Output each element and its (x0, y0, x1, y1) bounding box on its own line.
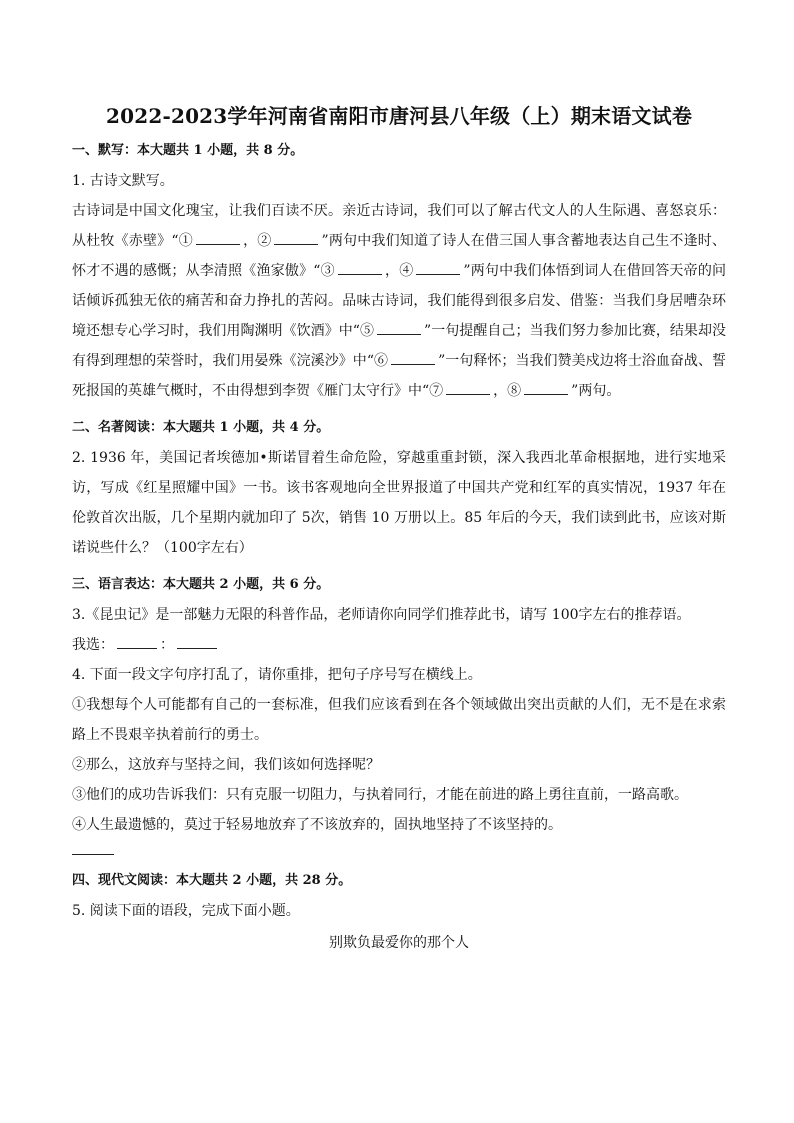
answer-blank-6[interactable] (391, 350, 435, 365)
choice-colon: ： (160, 637, 174, 653)
q1-text-5: ”两句中我们体悟到词人在借回答天帝的问话倾诉孤独无依的痛苦和奋力挣扎的苦闷。品味古诗词，我们能得到很多启发、借鉴：当我们身居嘈杂环境还想专心学习时，我们用陶渊明《饮酒》中“⑤ (72, 263, 727, 339)
q1-text-3: ”两句中我们知道了诗人在借三国人事含蓄地表达自己生不逢时、怀才不遇的感慨；从李清照《渔家傲》“③ (72, 233, 726, 279)
answer-blank-7[interactable] (446, 380, 490, 395)
answer-blank-1[interactable] (196, 230, 240, 245)
exam-page (72, 100, 726, 952)
q1-text-6: ”一句提醒自己；当我们努力参加比赛，结果却没有得到理想的荣誉时，我们用晏殊《浣溪沙》中“⑥ (72, 323, 727, 369)
question-5-heading: 5. 阅读下面的语段，完成下面小题。 (72, 903, 300, 919)
answer-blank-8[interactable] (524, 380, 568, 395)
section-heading-4: 四、现代文阅读：本大题共 2 小题，共 28 分。 (72, 873, 352, 888)
answer-blank-4[interactable] (416, 260, 460, 275)
choose-label: 我选： (72, 637, 114, 653)
article-title: 别欺负最爱你的那个人 (329, 935, 469, 951)
section-heading-1: 一、默写：本大题共 1 小题，共 8 分。 (72, 143, 304, 158)
q1-text-2: ，② (242, 233, 272, 249)
q1-text-4: ，④ (384, 263, 414, 279)
q1-text-1: 古诗词是中国文化瑰宝，让我们百读不厌。亲近古诗词，我们可以了解古代文人的人生际遇、喜怒哀乐：从杜牧《赤壁》“① (72, 203, 726, 249)
answer-blank-5[interactable] (377, 320, 421, 335)
question-3-text: 3.《昆虫记》是一部魅力无限的科普作品，老师请你向同学们推荐此书，请写 100字左右的推荐语。 (72, 607, 691, 623)
page-title: 2022-2023学年河南省南阳市唐河县八年级（上）期末语文试卷 (105, 104, 693, 128)
question-4-answer-line[interactable] (72, 842, 114, 855)
question-1-heading: 1. 古诗文默写。 (72, 173, 174, 189)
q1-text-9: ”两句。 (571, 383, 621, 399)
question-4-sentence-2: ②那么，这放弃与坚持之间，我们该如何选择呢？ (72, 757, 380, 773)
q1-text-8: ，⑧ (493, 383, 522, 399)
section-heading-2: 二、名著阅读：本大题共 1 小题，共 4 分。 (72, 420, 330, 435)
q1-text-7: ”一句释怀；当我们赞美戍边将士浴血奋战、誓死报国的英雄气概时，不由得想到李贺《雁门太守行》中“⑦ (72, 353, 727, 399)
question-4-sentence-3: ③他们的成功告诉我们：只有克服一切阻力，与执着同行，才能在前进的路上勇往直前，一路高歌。 (72, 787, 688, 803)
choice-blank-2[interactable] (177, 634, 217, 649)
question-4-sentence-4: ④人生最遗憾的，莫过于轻易地放弃了不该放弃的，固执地坚持了不该坚持的。 (72, 817, 562, 833)
question-3-choice-line (72, 630, 726, 660)
question-4-heading: 4. 下面一段文字句序打乱了，请你重排，把句子序号写在横线上。 (72, 667, 482, 683)
question-4-sentence-1: ①我想每个人可能都有自己的一套标准，但我们应该看到在各个领域做出突出贡献的人们，无不是在求索路上不畏艰辛执着前行的勇士。 (72, 697, 726, 743)
section-heading-3: 三、语言表达：本大题共 2 小题，共 6 分。 (72, 577, 330, 592)
answer-blank-2[interactable] (274, 230, 318, 245)
question-1-passage (72, 196, 726, 406)
choice-blank-1[interactable] (117, 634, 157, 649)
answer-blank-3[interactable] (338, 260, 382, 275)
question-2-text: 2. 1936 年，美国记者埃德加•斯诺冒着生命危险，穿越重重封锁，深入我西北革命根据地，进行实地采访，写成《红星照耀中国》一书。该书客观地向全世界报道了中国共产党和红军的真实情况，1937 年在伦敦首次出版，几个星期内就加印了 5次，销售 10 万册以上。85 年后的今天，我们读到此书，应该对斯诺说些什么？（100字左右） (72, 450, 726, 556)
